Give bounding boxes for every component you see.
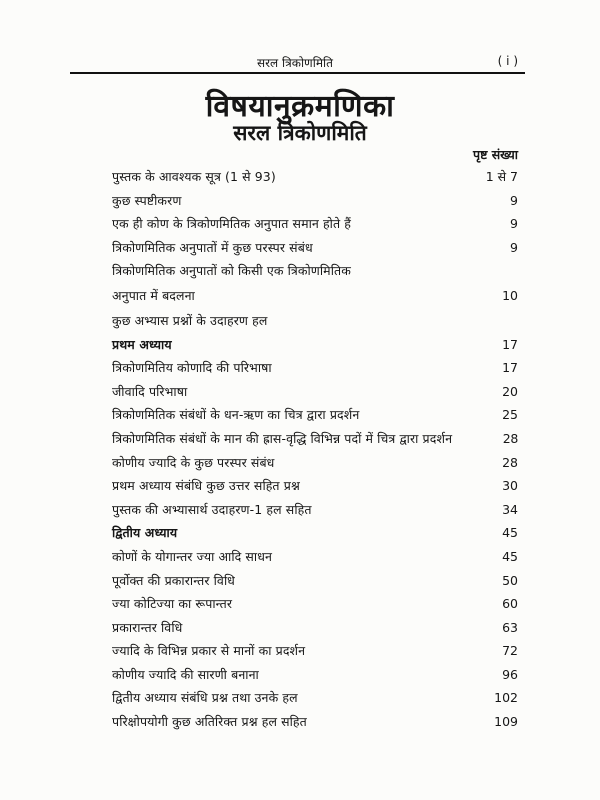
toc-entry-title: द्वितीय अध्याय संबंधि प्रश्न तथा उनके हल	[112, 690, 298, 706]
toc-page-number: 25	[502, 407, 518, 423]
toc-entry-title: पूर्वोक्त की प्रकारान्तर विधि	[112, 572, 235, 588]
toc-page-number: 50	[502, 572, 518, 588]
toc-entry-title: ज्या कोटिज्या का रूपान्तर	[112, 596, 233, 612]
toc-entry	[112, 403, 518, 427]
toc-entry-title: त्रिकोणमितिक संबंधों के मान की ह्रास-वृद्धि विभिन्न पदों में चित्र द्वारा प्रदर्शन	[112, 430, 453, 446]
toc-page-number: 9	[510, 239, 518, 255]
toc-page-number: 9	[510, 192, 518, 208]
toc-page-number: 28	[502, 454, 518, 470]
toc-page-number: 1 से 7	[485, 169, 518, 184]
book-subtitle: सरल त्रिकोणमिति	[233, 121, 367, 145]
toc-page-number: 30	[502, 478, 518, 494]
toc-page-number: 72	[502, 643, 518, 659]
toc-entry-title: प्रकारान्तर विधि	[112, 619, 183, 635]
toc-entry	[112, 356, 518, 380]
toc-entry	[112, 545, 518, 569]
toc-page-number: 28	[502, 430, 518, 446]
toc-page-number: 9	[510, 216, 518, 232]
toc-entry	[112, 663, 518, 687]
toc-page-number: 63	[502, 619, 518, 635]
toc-entry-title: अनुपात में बदलना	[112, 287, 195, 303]
toc-page-number: 109	[494, 714, 518, 730]
toc-page-number: 17	[502, 336, 518, 352]
toc-entry	[112, 309, 518, 333]
toc-page-number: 34	[502, 501, 518, 517]
running-head-title: सरल त्रिकोणमिति	[257, 56, 333, 70]
toc-entry-title: कुछ अभ्यास प्रश्नों के उदाहरण हल	[112, 312, 268, 328]
toc-entry	[112, 451, 518, 475]
toc-page-number: 96	[502, 666, 518, 682]
toc-entry-title: एक ही कोण के त्रिकोणमितिक अनुपात समान होते हैं	[112, 216, 352, 232]
page-number-column-header: पृष्ट संख्या	[472, 147, 518, 162]
toc-entry-title: पुस्तक की अभ्यासार्थ उदाहरण-1 हल सहित	[112, 501, 312, 517]
toc-page-number: 17	[502, 360, 518, 376]
toc-page-number: 45	[502, 525, 518, 541]
toc-entry-title: त्रिकोणमितिक अनुपातों में कुछ परस्पर संबंध	[112, 239, 313, 255]
toc-entry-title: प्रथम अध्याय संबंधि कुछ उत्तर सहित प्रश्न	[112, 478, 300, 494]
toc-entry-title: जीवादि परिभाषा	[112, 383, 188, 399]
toc-entry	[112, 592, 518, 616]
toc-entry	[112, 427, 518, 451]
toc-chapter-heading	[112, 521, 518, 545]
toc-entry	[112, 380, 518, 404]
toc-entry-title: कोणों के योगान्तर ज्या आदि साधन	[112, 548, 273, 564]
toc-entry-title: त्रिकोणमितिक संबंधों के धन-ऋण का चित्र द्वारा प्रदर्शन	[112, 407, 360, 423]
toc-entry	[112, 639, 518, 663]
toc-entry	[112, 686, 518, 710]
toc-entry	[112, 236, 518, 260]
toc-entry-title: द्वितीय अध्याय	[112, 525, 178, 541]
toc-entry-title: परिक्षोपयोगी कुछ अतिरिक्त प्रश्न हल सहित	[112, 714, 307, 730]
toc-entry	[112, 474, 518, 498]
toc-entry-title: कुछ स्पष्टीकरण	[112, 192, 182, 208]
table-of-contents	[112, 165, 518, 734]
toc-entry-title: कोणीय ज्यादि के कुछ परस्पर संबंध	[112, 454, 275, 470]
toc-entry-title: कोणीय ज्यादि की सारणी बनाना	[112, 666, 259, 682]
toc-entry-title: ज्यादि के विभिन्न प्रकार से मानों का प्रदर्शन	[112, 643, 306, 659]
toc-entry	[112, 259, 518, 283]
toc-page-number: 10	[502, 287, 518, 303]
contents-title: विषयानुक्रमणिका	[205, 89, 395, 124]
toc-entry	[112, 710, 518, 734]
toc-entry-title: पुस्तक के आवश्यक सूत्र (1 से 93)	[112, 169, 276, 184]
toc-page-number: 45	[502, 548, 518, 564]
toc-chapter-heading	[112, 333, 518, 357]
toc-entry-title: प्रथम अध्याय	[112, 336, 172, 352]
toc-page-number: 20	[502, 383, 518, 399]
header-rule	[70, 72, 525, 74]
running-head	[70, 52, 520, 72]
toc-entry	[112, 212, 518, 236]
page-folio: ( i )	[497, 54, 518, 68]
toc-entry	[112, 616, 518, 640]
toc-entry-title: त्रिकोणमितिक अनुपातों को किसी एक त्रिकोणमितिक	[112, 263, 351, 279]
toc-entry-title: त्रिकोणमितिय कोणादि की परिभाषा	[112, 360, 272, 376]
toc-entry	[112, 189, 518, 213]
toc-entry	[112, 569, 518, 593]
toc-page-number: 60	[502, 596, 518, 612]
toc-entry	[112, 165, 518, 189]
toc-entry	[112, 283, 518, 309]
toc-page-number: 102	[494, 690, 518, 706]
toc-entry	[112, 498, 518, 522]
